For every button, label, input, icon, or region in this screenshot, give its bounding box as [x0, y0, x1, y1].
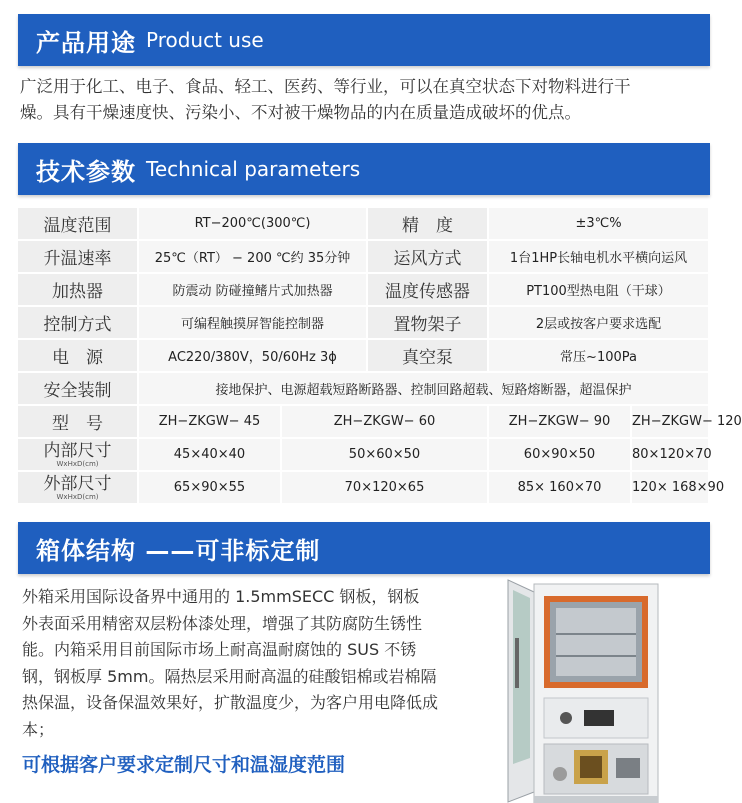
spec-label: 精 度: [368, 208, 489, 241]
outer-size-title: 外部尺寸: [43, 473, 112, 494]
spec-value: 常压~100Pa: [489, 340, 710, 373]
inner-size-title: 内部尺寸: [43, 440, 112, 461]
usage-title-zh: 产品用途: [36, 28, 136, 57]
spec-label: 升温速率: [18, 241, 139, 274]
inner-size-cell-group: [489, 439, 710, 472]
outer-size-unit: WxHxD(cm): [56, 492, 99, 501]
inner-size-cell: 60×90×50: [489, 439, 632, 470]
model-row: [18, 406, 710, 439]
spec-row: [18, 274, 710, 307]
spec-label: 控制方式: [18, 307, 139, 340]
model-cell: ZH−ZKGW− 120: [632, 414, 742, 429]
model-cell-group: [489, 406, 742, 439]
spec-value: 防震动 防碰撞鳍片式加热器: [139, 274, 368, 307]
outer-size-label: [18, 472, 139, 505]
cabinet-title: 箱体结构 ——可非标定制: [36, 536, 321, 565]
spec-row: [18, 373, 710, 406]
spec-table: [18, 208, 742, 505]
vacuum-oven-photo: [504, 578, 660, 803]
spec-label: 安全装制: [18, 373, 139, 406]
spec-value: 25℃（RT） − 200 ℃约 35分钟: [139, 241, 368, 274]
inner-size-cell: 45×40×40: [139, 439, 282, 472]
outer-size-cell: 65×90×55: [139, 472, 282, 505]
usage-title-en: Product use: [146, 28, 264, 52]
spec-label: 电 源: [18, 340, 139, 373]
outer-size-cell: 70×120×65: [282, 472, 489, 505]
model-cell: ZH−ZKGW− 60: [282, 406, 489, 439]
tech-title-en: Technical parameters: [146, 157, 361, 181]
spec-label: 运风方式: [368, 241, 489, 274]
cabinet-line: 热保温，设备保温效果好，扩散温度少，为客户用电降低成: [22, 693, 439, 712]
cabinet-banner: [18, 522, 710, 574]
usage-description: [20, 74, 710, 126]
spec-label: 真空泵: [368, 340, 489, 373]
inner-size-unit: WxHxD(cm): [56, 459, 99, 468]
inner-size-row: [18, 439, 710, 472]
inner-size-cell: 50×60×50: [282, 439, 489, 472]
usage-line-2: 燥。具有干燥速度快、污染小、不对被干燥物品的内在质量造成破坏的优点。: [20, 103, 581, 122]
outer-size-cell-group: [489, 472, 725, 505]
spec-value: AC220/380V，50/60Hz 3ϕ: [139, 340, 368, 373]
spec-row: [18, 307, 710, 340]
model-label: 型 号: [18, 406, 139, 439]
outer-size-row: [18, 472, 710, 505]
spec-value: 2层或按客户要求选配: [489, 307, 710, 340]
spec-value: 1台1HP长轴电机水平横向运风: [489, 241, 710, 274]
cabinet-line: 钢，钢板厚 5mm。隔热层采用耐高温的硅酸铝棉或岩棉隔: [22, 666, 437, 686]
model-cell: ZH−ZKGW− 90: [489, 406, 632, 437]
spec-value: PT100型热电阻（干球）: [489, 274, 710, 307]
spec-label: 温度传感器: [368, 274, 489, 307]
inner-size-cell: 80×120×70: [632, 447, 712, 462]
custom-slogan: 可根据客户要求定制尺寸和温湿度范围: [22, 754, 346, 776]
usage-banner: [18, 14, 710, 66]
outer-size-cell: 85× 160×70: [489, 472, 632, 503]
spec-row: [18, 340, 710, 373]
tech-banner: [18, 143, 710, 195]
cabinet-line: 外表面采用精密双层粉体漆处理，增强了其防腐防生锈性: [22, 613, 423, 633]
spec-label: 加热器: [18, 274, 139, 307]
inner-size-label: [18, 439, 139, 472]
tech-title-zh: 技术参数: [36, 157, 136, 186]
cabinet-line: 能。内箱采用目前国际市场上耐高温耐腐蚀的 SUS 不锈: [22, 640, 417, 659]
spec-value: 可编程触摸屏智能控制器: [139, 307, 368, 340]
outer-size-cell: 120× 168×90: [632, 480, 725, 495]
spec-label: 置物架子: [368, 307, 489, 340]
spec-value: 接地保护、电源超载短路断路器、控制回路超载、短路熔断器，超温保护: [139, 373, 710, 406]
spec-label: 温度范围: [18, 208, 139, 241]
cabinet-line: 外箱采用国际设备界中通用的 1.5mmSECC 钢板，钢板: [22, 587, 420, 606]
model-cell: ZH−ZKGW− 45: [139, 406, 282, 439]
spec-row: [18, 241, 710, 274]
spec-value: ±3℃%: [489, 208, 710, 241]
usage-line-1: 广泛用于化工、电子、食品、轻工、医药、等行业，可以在真空状态下对物料进行干: [20, 77, 631, 96]
cabinet-line: 本；: [22, 719, 55, 739]
spec-row: [18, 208, 710, 241]
cabinet-description: [22, 584, 480, 743]
spec-value: RT−200℃(300℃): [139, 208, 368, 241]
